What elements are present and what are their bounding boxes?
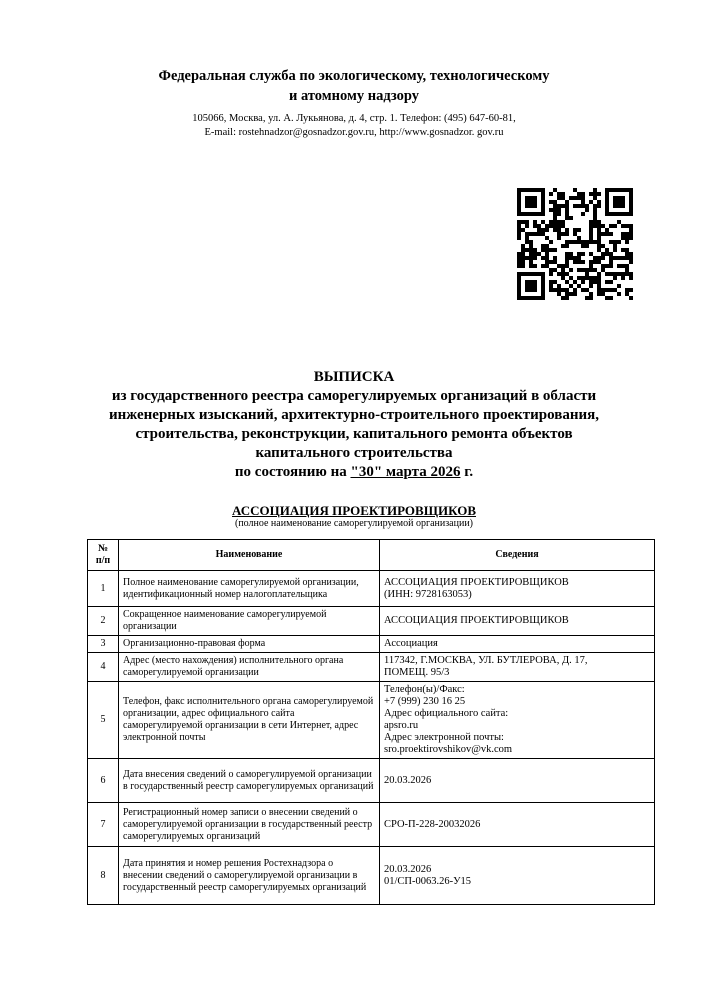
table-body — [88, 571, 655, 905]
organization-caption: (полное наименование саморегулируемой организации) — [234, 518, 474, 529]
header-value: Сведения — [380, 540, 655, 571]
organization-name-text: АССОЦИАЦИЯ ПРОЕКТИРОВЩИКОВ — [232, 503, 476, 518]
row-field-value: 20.03.2026 — [380, 759, 655, 803]
row-field-name: Дата внесения сведений о саморегулируемой организации в государственный реестр саморегулируемых организаций — [119, 759, 380, 803]
agency-name-line1: Федеральная служба по экологическому, технологическому — [158, 68, 550, 84]
row-field-name: Организационно-правовая форма — [119, 636, 380, 653]
table-row — [88, 636, 655, 653]
agency-name — [0, 66, 708, 106]
document-title — [0, 368, 708, 482]
row-field-value: АССОЦИАЦИЯ ПРОЕКТИРОВЩИКОВ — [380, 607, 655, 636]
registry-table — [87, 539, 655, 905]
agency-email-web: E-mail: rostehnadzor@gosnadzor.gov.ru, http://www.gosnadzor. gov.ru — [204, 127, 504, 138]
as-of-prefix: по состоянию на — [234, 464, 351, 480]
row-field-value: Телефон(ы)/Факс: +7 (999) 230 16 25 Адрес официального сайта: apsro.ru Адрес электронной почты: sro.proektirovshikov@vk.com — [380, 682, 655, 759]
row-field-value: Ассоциация — [380, 636, 655, 653]
row-field-name: Полное наименование саморегулируемой организации, идентификационный номер налогоплательщика — [119, 571, 380, 607]
qr-code-icon — [517, 188, 633, 300]
row-field-value: СРО-П-228-20032026 — [380, 803, 655, 847]
table-row — [88, 571, 655, 607]
row-field-value: 117342, Г.МОСКВА, УЛ. БУТЛЕРОВА, Д. 17, ПОМЕЩ. 95/3 — [380, 653, 655, 682]
table-row — [88, 803, 655, 847]
row-field-value: 20.03.2026 01/СП-0063.26-У15 — [380, 847, 655, 905]
document-subtitle-line4: капитального строительства — [255, 445, 453, 461]
row-number: 6 — [88, 759, 119, 803]
document-heading: ВЫПИСКА — [313, 369, 395, 385]
as-of-suffix: г. — [460, 464, 474, 480]
row-field-name: Регистрационный номер записи о внесении сведений о саморегулируемой организации в государственный реестр саморегулируемых организаций — [119, 803, 380, 847]
table-row — [88, 653, 655, 682]
row-number: 3 — [88, 636, 119, 653]
table-row — [88, 847, 655, 905]
row-field-name: Дата принятия и номер решения Ростехнадзора о внесении сведений о саморегулируемой организации в государственный реестр саморегулируемых организаций — [119, 847, 380, 905]
row-number: 8 — [88, 847, 119, 905]
agency-address: 105066, Москва, ул. А. Лукьянова, д. 4, стр. 1. Телефон: (495) 647-60-81, — [192, 113, 516, 124]
row-number: 1 — [88, 571, 119, 607]
table-header-row — [88, 540, 655, 571]
row-field-name: Сокращенное наименование саморегулируемой организации — [119, 607, 380, 636]
row-field-value: АССОЦИАЦИЯ ПРОЕКТИРОВЩИКОВ (ИНН: 9728163053) — [380, 571, 655, 607]
header-name: Наименование — [119, 540, 380, 571]
header-num: № п/п — [88, 540, 119, 571]
row-field-name: Адрес (место нахождения) исполнительного органа саморегулируемой организации — [119, 653, 380, 682]
table-row — [88, 682, 655, 759]
as-of-date: "30" марта 2026 — [350, 464, 461, 480]
document-subtitle-line1: из государственного реестра саморегулируемых организаций в области — [111, 388, 597, 404]
row-number: 4 — [88, 653, 119, 682]
document-subtitle-line2: инженерных изысканий, архитектурно-строительного проектирования, — [109, 407, 599, 423]
row-number: 7 — [88, 803, 119, 847]
row-field-name: Телефон, факс исполнительного органа саморегулируемой организации, адрес официального сайта саморегулируемой организации в сети Интернет, адрес электронной почты — [119, 682, 380, 759]
organization-name — [0, 503, 708, 519]
table-row — [88, 759, 655, 803]
agency-name-line2: и атомному надзору — [289, 88, 419, 104]
document-subtitle-line3: строительства, реконструкции, капитального ремонта объектов — [135, 426, 573, 442]
agency-contacts — [0, 112, 708, 140]
row-number: 5 — [88, 682, 119, 759]
row-number: 2 — [88, 607, 119, 636]
document-as-of — [0, 463, 708, 482]
table-row — [88, 607, 655, 636]
